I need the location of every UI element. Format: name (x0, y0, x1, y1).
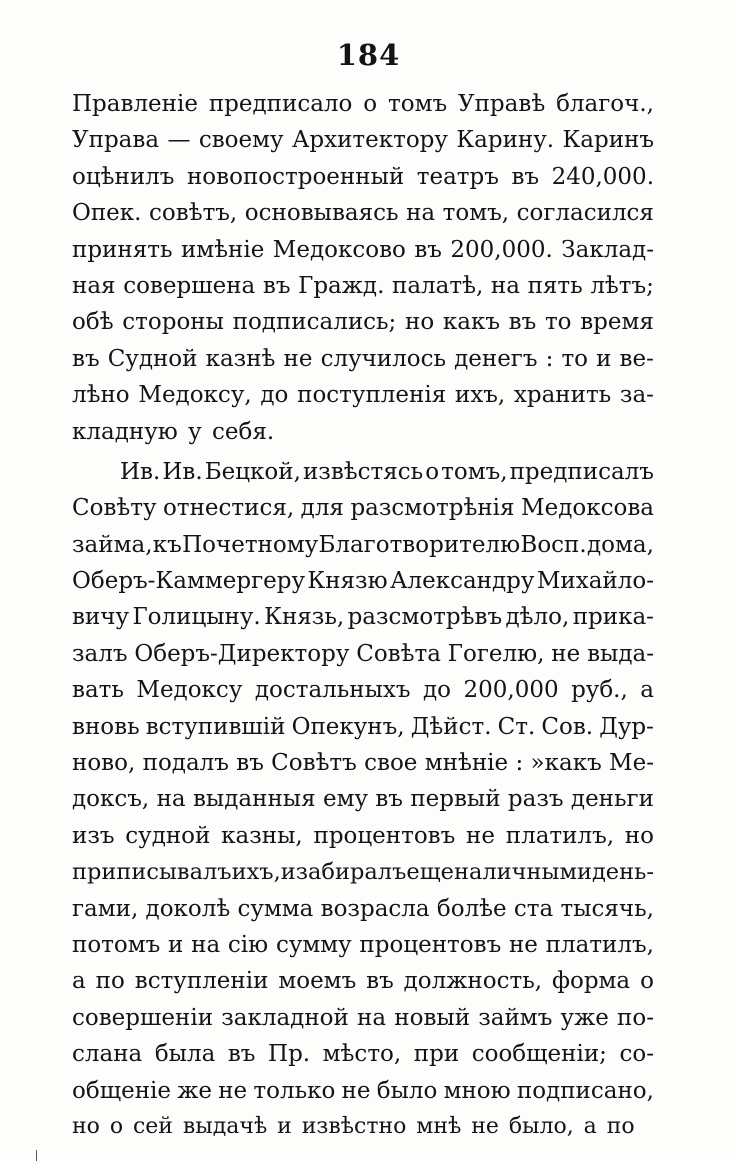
text-line: въ Судной казнѣ не случилось денегъ : то и ве- (72, 345, 654, 372)
text-line: обѣ стороны подписались; но какъ въ то время (72, 309, 654, 336)
text-line: гами, доколѣ сумма возрасла болѣе ста тысячь, (72, 895, 654, 922)
text-line: потомъ и на сію сумму процентовъ не платилъ, (72, 931, 654, 958)
text-line: Опек. совѣтъ, основываясь на томъ, согласился (72, 200, 654, 227)
text-line: вичу Голицыну. Князь, разсмотрѣвъ дѣло, прика- (72, 604, 654, 631)
text-line: Оберъ-Каммергеру Князю Александру Михайло- (72, 568, 654, 595)
text-line: а по вступленіи моемъ въ должность, форма о (72, 968, 654, 995)
text-line: принять имѣніе Медоксово въ 200,000. Заклад- (72, 236, 654, 263)
text-line: залъ Оберъ-Директору Совѣта Гогелю, не выда- (72, 640, 654, 667)
paragraph (72, 454, 654, 1145)
body-text (72, 86, 654, 1145)
text-line: но о сей выдачѣ и извѣстно мнѣ не было, а по (72, 1113, 635, 1139)
text-line: Правленіе предписало о томъ Управѣ благоч., (72, 91, 654, 117)
text-line: приписывалъ ихъ, и забиралъ еще наличными день- (72, 859, 654, 886)
text-line: изъ судной казны, процентовъ не платилъ, но (72, 822, 654, 849)
text-line: оцѣнилъ новопостроенный театръ въ 240,000. (72, 163, 654, 190)
text-line: ново, подалъ въ Совѣтъ свое мнѣніе : »какъ Ме- (72, 750, 654, 777)
text-line: займа, къ Почетному Благотворителю Восп. дома, (72, 531, 654, 558)
text-line: Ив. Ив. Бецкой, извѣстясь о томъ, предписалъ (120, 458, 654, 485)
text-line: лѣно Медоксу, до поступленія ихъ, хранить за- (72, 382, 654, 409)
text-line: доксъ, на выданныя ему въ первый разъ деньги (72, 786, 654, 813)
text-line: ная совершена въ Гражд. палатѣ, на пять лѣтъ; (72, 272, 654, 299)
text-line: общеніе же не только не было мною подписано, (72, 1077, 654, 1104)
page-number: 184 (336, 38, 401, 72)
text-line: вать Медоксу достальныхъ до 200,000 руб., а (72, 677, 654, 704)
text-line: Управа — своему Архитектору Карину. Каринъ (72, 127, 654, 154)
text-line: кладную у себя. (72, 418, 275, 445)
text-line: слана была въ Пр. мѣсто, при сообщеніи; со- (72, 1041, 654, 1068)
text-line: Совѣту отнестися, для разсмотрѣнія Медоксова (72, 495, 654, 522)
paragraph (72, 86, 654, 450)
margin-mark (36, 1150, 37, 1161)
text-line: вновь вступившій Опекунъ, Дѣйст. Ст. Сов. Дур- (72, 713, 654, 740)
text-line: совершеніи закладной на новый займъ уже по- (72, 1004, 654, 1031)
